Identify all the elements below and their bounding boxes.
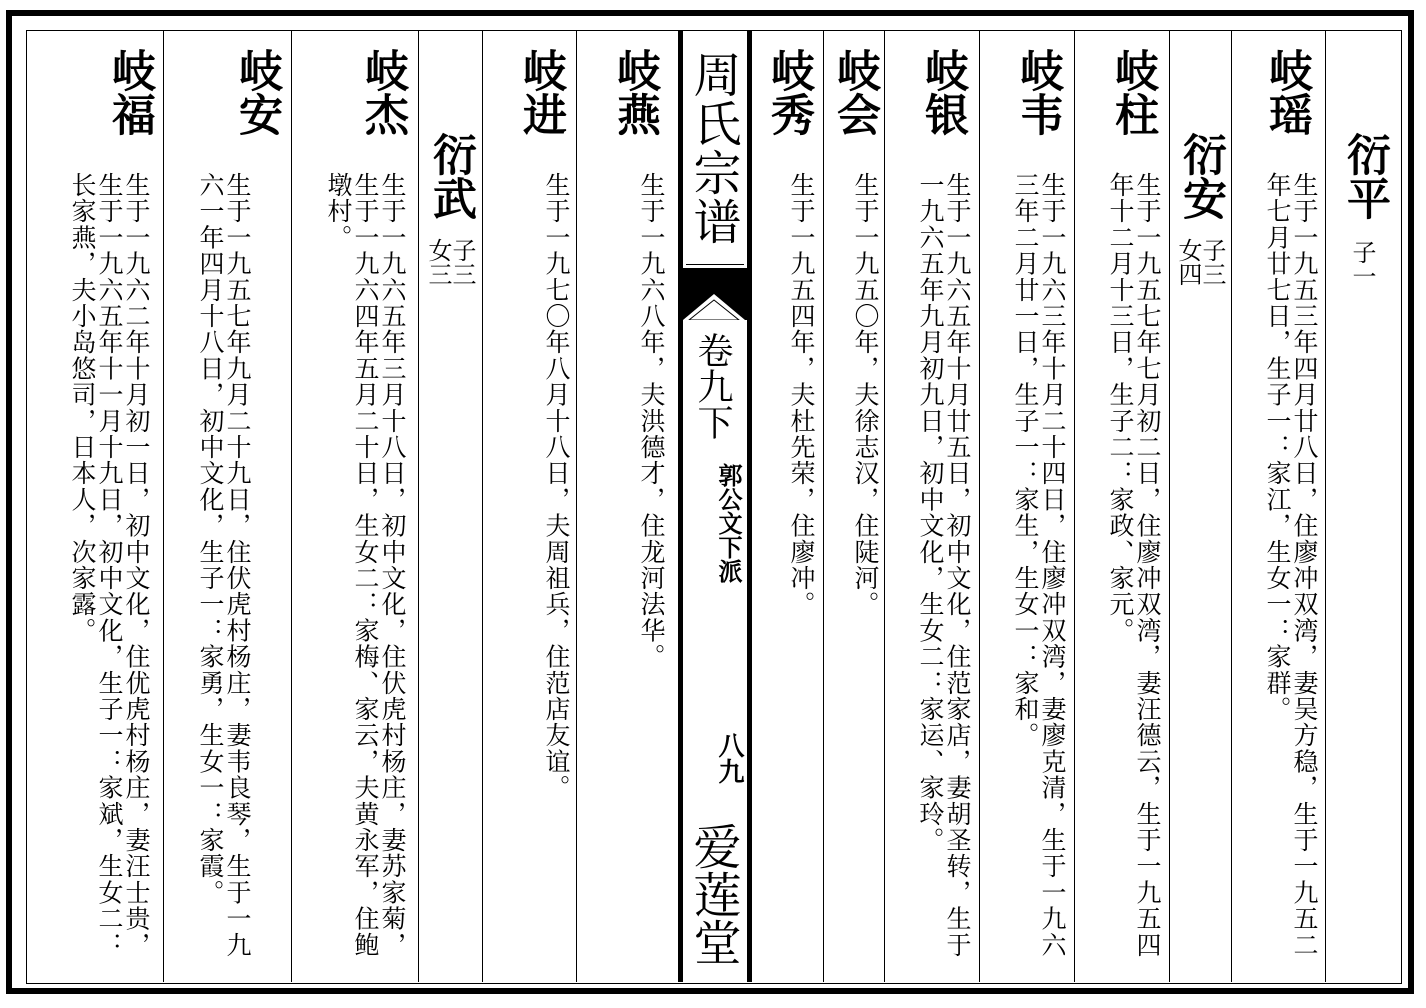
member-record: 生于一九五三年四月廿八日，住廖冲双湾，妻吴方稳，生于一九五二年七月廿七日，生子一：家江，生女一：家群。 [1263, 172, 1319, 958]
member-record: 生于一九六五年三月十八日，初中文化，住伏虎村杨庄，妻苏家菊，生于一九六四年五月二十日，生女二：家梅、家云，夫黄永军，住鲍墩村。 [324, 172, 407, 958]
column-divider [163, 30, 164, 982]
member-name: 岐瑶 [1261, 48, 1312, 136]
column-divider [1325, 30, 1326, 982]
member-record: 生于一九六五年十月廿五日，初中文化，住范家店，妻胡圣转，生于一九六五年九月初九日，初中文化，生女二：家运、家玲。 [916, 172, 972, 958]
center-divider-right [747, 30, 752, 982]
member-name: 岐秀 [763, 48, 814, 136]
member-name: 岐杰 [357, 48, 408, 136]
children-count: 女四 [1174, 238, 1202, 286]
column-divider [1231, 30, 1232, 982]
member-name: 岐柱 [1107, 48, 1158, 136]
column-divider [1169, 30, 1170, 982]
generation-name: 衍平 [1339, 132, 1390, 220]
member-name: 岐进 [515, 48, 566, 136]
member-record: 生于一九五七年九月二十九日，住伏虎村杨庄，妻韦良琴，生于一九六一年四月十八日，初中文化，生子一：家勇，生女一：家霞。 [196, 172, 252, 958]
fishtail-ornament [681, 268, 747, 320]
children-count: 子三 [448, 238, 476, 286]
column-divider [418, 30, 419, 982]
member-record: 生于一九五四年，夫杜先荣，住廖冲。 [787, 172, 816, 618]
center-divider-left [678, 30, 683, 982]
member-record: 生于一九六八年，夫洪德才，住龙河法华。 [637, 172, 666, 670]
children-count: 女三 [424, 238, 452, 286]
branch-label: 郭公文下派 [714, 463, 743, 583]
genealogy-title: 周氏宗谱 [685, 50, 741, 246]
column-divider [979, 30, 980, 982]
member-record: 生于一九五〇年，夫徐志汉，住陡河。 [851, 172, 880, 618]
member-record: 生于一九五七年七月初二日，住廖冲双湾，妻汪德云，生于一九五四年十二月十三日，生子二：家政、家元。 [1106, 172, 1162, 958]
member-record: 生于一九六三年十月二十四日，住廖冲双湾，妻廖克清，生于一九六三年二月廿一日，生子一：家生，生女一：家和。 [1011, 172, 1067, 958]
member-name: 岐安 [231, 48, 282, 136]
column-divider [823, 30, 824, 982]
column-divider [576, 30, 577, 982]
page-number: 八九 [714, 732, 744, 784]
member-name: 岐韦 [1012, 48, 1063, 136]
member-name: 岐福 [104, 48, 155, 136]
generation-name: 衍武 [425, 132, 476, 220]
children-count: 子一 [1348, 240, 1376, 288]
generation-name: 衍安 [1175, 132, 1226, 220]
member-record: 生于一九七〇年八月十八日，夫周祖兵，住范店友谊。 [542, 172, 571, 801]
volume-label: 卷九下 [692, 332, 733, 440]
column-divider [884, 30, 885, 982]
column-divider [482, 30, 483, 982]
member-name: 岐银 [917, 48, 968, 136]
children-count: 子三 [1198, 238, 1226, 286]
column-divider [291, 30, 292, 982]
member-name: 岐会 [829, 48, 880, 136]
column-divider [1074, 30, 1075, 982]
hall-name: 爱莲堂 [685, 822, 741, 966]
member-name: 岐燕 [609, 48, 660, 136]
title-rule [686, 264, 744, 265]
member-record: 生于一九六二年十月初一日，初中文化，住优虎村杨庄，妻汪士贵，生于一九六五年十一月十九日，初中文化，生子一：家斌，生女二：长家燕，夫小岛悠司，日本人，次家露。 [68, 172, 151, 958]
